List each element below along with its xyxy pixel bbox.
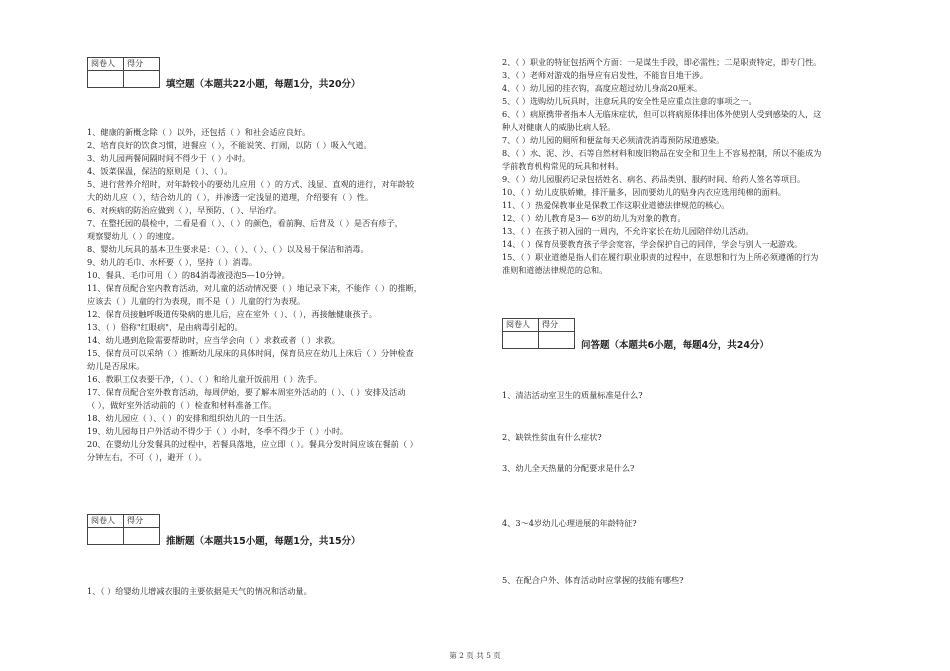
fill-section-title: 填空题（本题共22小题，每题1分，共20分） xyxy=(166,79,361,90)
qa-question-1: 1、清洁活动室卫生的质量标准是什么? xyxy=(502,390,643,400)
fill-line: 11、保育员配合室内教育活动，对儿童的活动情况要（ ）地记录下来，不能作（ ）的推断， xyxy=(87,283,422,293)
reviewer-cell xyxy=(503,332,539,349)
judge-line: 4、（ ）幼儿园的挂衣钩，高度应超过幼儿身高20厘米。 xyxy=(502,83,703,93)
fill-line: 2、培育良好的饮食习惯，进餐应（ ），不能说笑、打闹，以防（ ）吸入气道。 xyxy=(87,140,372,150)
fill-line: 16、教职工仪表要干净，（ ）、（ ）和给儿童开饭前用（ ）洗手。 xyxy=(87,374,323,384)
judge-line: 10、（ ）幼儿皮肤娇嫩，排汗量多，因而要幼儿的贴身内衣应选用纯棉的面料。 xyxy=(502,187,787,197)
qa-section-title: 问答题（本题共6小题，每题4分，共24分） xyxy=(581,340,769,351)
qa-question-2: 2、缺铁性贫血有什么症状? xyxy=(502,432,602,442)
score-cell xyxy=(124,71,160,88)
fill-line: 幼儿是否尿床。 xyxy=(87,361,145,371)
fill-line: 应该去（ ）儿童的行为表现，而不是（ ）儿童的行为表现。 xyxy=(87,296,306,306)
fill-line: 8、婴幼儿玩具的基本卫生要求是：（ ）、（ ）、（ ）、（ ）以及易于保洁和消毒。 xyxy=(87,244,369,254)
fill-line: 1、健康的新概念除（ ）以外，还包括（ ）和社会适应良好。 xyxy=(87,127,311,137)
fill-line: 13、（ ）俗称"红眼病"，是由病毒引起的。 xyxy=(87,322,243,332)
fill-line: 14、幼儿遇到危险需要帮助时，应当学会向（ ）求救或者（ ）求救。 xyxy=(87,335,341,345)
score-label: 得分 xyxy=(124,58,160,71)
judge-line: 3、（ ）老师对游戏的指导应有启发性，不能盲目地干涉。 xyxy=(502,70,709,80)
score-box-qa xyxy=(502,318,575,349)
fill-line: 大的幼儿应（ ），结合幼儿的（ ），并渗透一定浅显的道理，介绍要有（ ）性。 xyxy=(87,192,374,202)
fill-line: （ ），做好室外活动前的（ ）检查和材料准备工作。 xyxy=(87,400,277,410)
fill-questions xyxy=(87,126,422,464)
fill-line: 12、保育员接触呼吸道传染病的患儿后，应在室外（ ）、（ ），再接触健康孩子。 xyxy=(87,309,377,319)
fill-line: 4、饭菜保温，保洁的原则是（ ）、（ ）。 xyxy=(87,166,233,176)
page-footer: 第 2 页 共 5 页 xyxy=(449,651,501,660)
fill-line: 19、幼儿园每日户外活动不得少于（ ）小时，冬季不得少于（ ）小时。 xyxy=(87,426,349,436)
judge-line: 15、（ ）职业道德是指人们在履行职业职责的过程中，在思想和行为上所必须遵循的行为 xyxy=(502,252,819,262)
judge-line: 5、（ ）选购幼儿玩具时，注意玩具的安全性是应重点注意的事项之一。 xyxy=(502,96,757,106)
score-label: 得分 xyxy=(124,515,160,528)
fill-line: 3、幼儿园两餐间隔时间不得少于（ ）小时。 xyxy=(87,153,251,163)
fill-line: 10、餐具、毛巾可用（ ）的84消毒液浸泡5—10分钟。 xyxy=(87,270,290,280)
judge-line: 6、（ ）病原携带者指本人无临床症状，但可以将病原体排出体外使别人受到感染的人，这 xyxy=(502,109,822,119)
judge-line: 8、（ ）水、泥、沙、石等自然材料和废旧物品在安全和卫生上不容易控制，所以不能成为 xyxy=(502,148,822,158)
fill-line: 17、保育员配合室外教育活动，每周伊始，要了解本周室外活动的（ ）、（ ）安排及活动 xyxy=(87,387,406,397)
judge-line: 1、（ ）给婴幼儿增减衣服的主要依据是天气的情况和活动量。 xyxy=(87,586,312,596)
score-label: 得分 xyxy=(539,319,575,332)
fill-line: 15、保育员可以采纳（ ）推断幼儿尿床的具体时间，保育员应在幼儿上床后（ ）分钟检查 xyxy=(87,348,414,358)
qa-question-3: 3、幼儿全天热量的分配要求是什么? xyxy=(502,463,635,473)
reviewer-cell xyxy=(88,528,124,545)
reviewer-label: 阅卷人 xyxy=(503,319,539,332)
judge-questions-continued xyxy=(502,56,821,277)
judge-line: 12、（ ）幼儿教育是3— 6岁的幼儿为对象的教育。 xyxy=(502,213,686,223)
fill-line: 9、幼儿的毛巾、水杯要（ ），坚持（ ）消毒。 xyxy=(87,257,258,267)
judge-line: 14、（ ）保育员要教育孩子学会宽容，学会保护自己的同伴，学会与别人一起游戏。 xyxy=(502,239,803,249)
reviewer-cell xyxy=(88,71,124,88)
score-box-fill xyxy=(87,57,160,88)
reviewer-label: 阅卷人 xyxy=(88,515,124,528)
judge-line: 准则和道德法律规范的总和。 xyxy=(502,265,608,275)
fill-line: 5、进行营养介绍时，对年龄较小的要幼儿应用（ ）的方式、浅显、直观的进行，对年龄较 xyxy=(87,179,415,189)
judge-line: 9、（ ）幼儿园服药记录包括姓名、病名、药品类别、服药时间、给药人签名等项目。 xyxy=(502,174,806,184)
judge-line: 学前教育机构常见的玩具和材料。 xyxy=(502,161,624,171)
judge-line: 7、（ ）幼儿园的厕所和便盆每天必须清洗消毒预防尿道感染。 xyxy=(502,135,725,145)
fill-line: 20、在婴幼儿分发餐具的过程中，若餐具落地，应立即（ ）。餐具分发时间应该在餐前（ ） xyxy=(87,439,418,449)
qa-question-5: 5、在配合户外、体育活动时应掌握的技能有哪些? xyxy=(502,575,684,585)
score-cell xyxy=(539,332,575,349)
fill-line: 观察婴幼儿（ ）的速度。 xyxy=(87,231,180,241)
right-column xyxy=(475,0,950,671)
judge-line: 11、（ ）热爱保教事业是保教工作这职业道德法律规范的核心。 xyxy=(502,200,730,210)
fill-line: 7、在整托园的晨检中，二看是看（ ）、（ ）的颜色，看前胸、后背及（ ）是否有疹子， xyxy=(87,218,403,228)
reviewer-label: 阅卷人 xyxy=(88,58,124,71)
score-cell xyxy=(124,528,160,545)
judge-line: 种人对健康人的威胁比病人轻。 xyxy=(502,122,616,132)
fill-line: 18、幼儿园应（ ）、（ ）的安排和组织幼儿的一日生活。 xyxy=(87,413,291,423)
fill-line: 6、对疾病的防治应做到（ ），早预防、（ ）、早治疗。 xyxy=(87,205,282,215)
fill-line: 分钟左右，不可（ ），避开（ ）。 xyxy=(87,452,207,462)
judge-line: 2、（ ）职业的特征包括两个方面：一是谋生手段，即必需性；二是职责特定，即专门性。 xyxy=(502,57,822,67)
judge-line: 13、（ ）在孩子初入园的一周内，不允许家长在幼儿园陪伴幼儿活动。 xyxy=(502,226,754,236)
qa-question-4: 4、3～4岁幼儿心理进展的年龄特征? xyxy=(502,518,637,528)
score-box-judge xyxy=(87,514,160,545)
judge-first-question xyxy=(87,585,312,598)
judge-section-title: 推断题（本题共15小题，每题1分，共15分） xyxy=(166,536,361,547)
